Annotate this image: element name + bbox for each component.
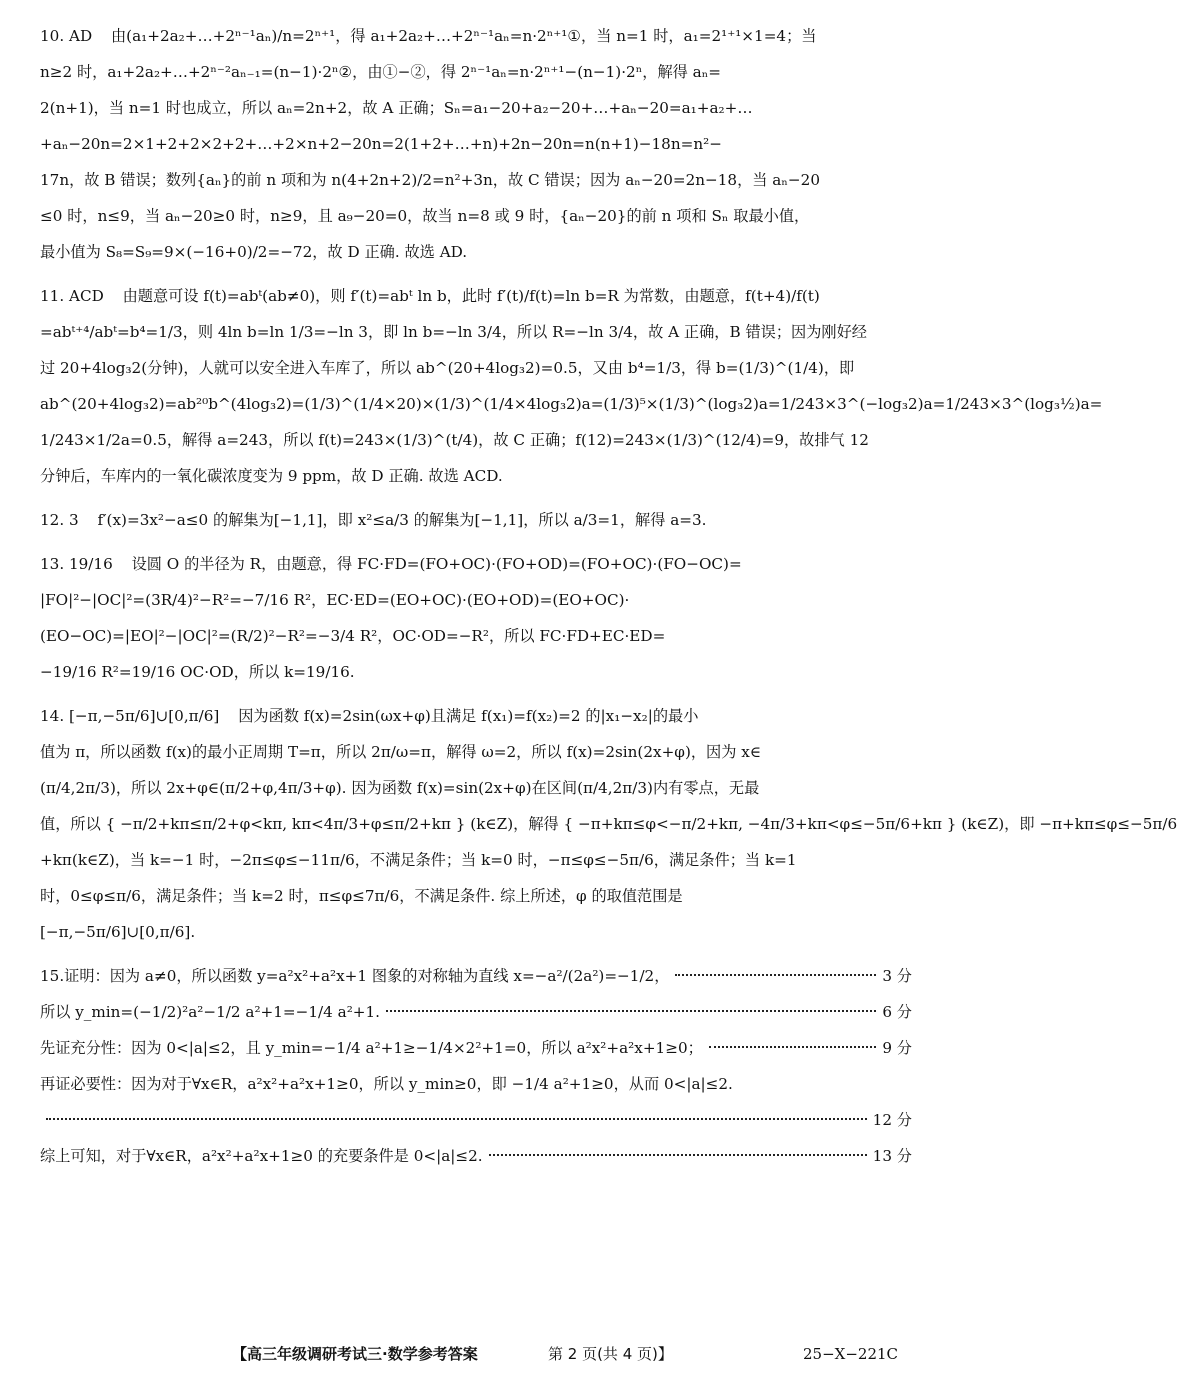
score: 9 分 [882,1039,912,1057]
answer-text: 由(a₁+2a₂+…+2ⁿ⁻¹aₙ)/n=2ⁿ⁺¹，得 a₁+2a₂+…+2ⁿ⁻¹aₙ=n·2ⁿ⁺¹①，当 n=1 时，a₁=2¹⁺¹×1=4；当 [110,27,817,45]
question-number: 13. [40,555,65,573]
answer-q15 [40,958,912,1174]
answer-line: (π/4,2π/3)，所以 2x+φ∈(π/2+φ,4π/3+φ). 因为函数 f(x)=sin(2x+φ)在区间(π/4,2π/3)内有零点，无最 [40,779,760,797]
proof-text: 先证充分性：因为 0<|a|≤2，且 y_min=−1/4 a²+1≥−1/4×2²+1=0，所以 a²x²+a²x+1≥0； [40,1039,703,1057]
answer-choice: AD [68,27,93,45]
answer-choice: 19/16 [68,555,113,573]
answer-line: +aₙ−20n=2×1+2+2×2+2+…+2×n+2−20n=2(1+2+…+n)+2n−20n=n(n+1)−18n=n²− [40,135,722,153]
score: 6 分 [882,1003,912,1021]
answer-text: 因为函数 f(x)=2sin(ωx+φ)且满足 f(x₁)=f(x₂)=2 的|x₁−x₂|的最小 [238,707,699,725]
answer-line: n≥2 时，a₁+2a₂+…+2ⁿ⁻²aₙ₋₁=(n−1)·2ⁿ②，由①−②，得 2ⁿ⁻¹aₙ=n·2ⁿ⁺¹−(n−1)·2ⁿ，解得 aₙ= [40,63,722,81]
footer-doc-code: 25−X−221C [803,1345,899,1363]
answer-line: ≤0 时，n≤9，当 aₙ−20≥0 时，n≥9，且 a₉−20=0，故当 n=8 或 9 时，{aₙ−20}的前 n 项和 Sₙ 取最小值， [40,207,810,225]
proof-text: 所以 y_min=(−1/2)²a²−1/2 a²+1=−1/4 a²+1. [40,1003,380,1021]
answer-text: 设圆 O 的半径为 R，由题意，得 FC·FD=(FO+OC)·(FO+OD)=(FO+OC)·(FO−OC)= [131,555,742,573]
answer-choice: [−π,−5π/6]∪[0,π/6] [68,707,220,725]
answer-choice: ACD [68,287,104,305]
question-number: 14. [40,707,65,725]
answer-line [40,502,912,538]
answer-line: 17n，故 B 错误；数列{aₙ}的前 n 项和为 n(4+2n+2)/2=n²+3n，故 C 错误；因为 aₙ−20=2n−18，当 aₙ−20 [40,171,820,189]
answer-line: 分钟后，车库内的一氧化碳浓度变为 9 ppm，故 D 正确. 故选 ACD. [40,467,503,485]
answer-choice: 3 [68,511,79,529]
answer-line: [−π,−5π/6]∪[0,π/6]. [40,923,196,941]
answer-q12 [40,502,912,538]
score: 13 分 [872,1147,912,1165]
answer-line: 最小值为 S₈=S₉=9×(−16+0)/2=−72，故 D 正确. 故选 AD. [40,243,468,261]
answer-line: |FO|²−|OC|²=(3R/4)²−R²=−7/16 R²，EC·ED=(EO+OC)·(EO+OD)=(EO+OC)· [40,591,630,609]
answer-line: 1/243×1/2a=0.5，解得 a=243，所以 f(t)=243×(1/3)^(t/4)，故 C 正确；f(12)=243×(1/3)^(12/4)=9，故排气 12 [40,431,869,449]
answer-line: 过 20+4log₃2(分钟)，人就可以安全进入车库了，所以 ab^(20+4log₃2)=0.5，又由 b⁴=1/3，得 b=(1/3)^(1/4)，即 [40,359,855,377]
answer-line [40,546,912,582]
answer-line [40,698,912,734]
answer-line [40,18,912,54]
leader-dots [489,1154,867,1156]
answer-line: 2(n+1)，当 n=1 时也成立，所以 aₙ=2n+2，故 A 正确；Sₙ=a₁−20+a₂−20+…+aₙ−20=a₁+a₂+… [40,99,753,117]
answer-line [40,278,912,314]
answer-line: (EO−OC)=|EO|²−|OC|²=(R/2)²−R²=−3/4 R²，OC·OD=−R²，所以 FC·FD+EC·ED= [40,627,666,645]
answer-line: =abᵗ⁺⁴/abᵗ=b⁴=1/3，则 4ln b=ln 1/3=−ln 3，即 ln b=−ln 3/4，所以 R=−ln 3/4，故 A 正确，B 错误；因为刚好经 [40,323,867,341]
proof-text: 综上可知，对于∀x∈R，a²x²+a²x+1≥0 的充要条件是 0<|a|≤2. [40,1147,483,1165]
answer-line: +kπ(k∈Z)，当 k=−1 时，−2π≤φ≤−11π/6，不满足条件；当 k=0 时，−π≤φ≤−5π/6，满足条件；当 k=1 [40,851,797,869]
footer-title: 【高三年级调研考试三·数学参考答案 [232,1345,478,1363]
answer-q14 [40,698,1177,950]
proof-line [40,994,912,1030]
answer-line: 时，0≤φ≤π/6，满足条件；当 k=2 时，π≤φ≤7π/6，不满足条件. 综上所述，φ 的取值范围是 [40,887,683,905]
proof-line [40,1138,912,1174]
question-number: 11. [40,287,65,305]
footer-page-number: 第 2 页(共 4 页)】 [548,1345,673,1363]
question-number: 15. [40,967,65,985]
score: 12 分 [872,1111,912,1129]
leader-dots [386,1010,876,1012]
proof-line [40,1030,912,1066]
answer-line: 值为 π，所以函数 f(x)的最小正周期 T=π，所以 2π/ω=π，解得 ω=2，所以 f(x)=2sin(2x+φ)，因为 x∈ [40,743,762,761]
question-number: 12. [40,511,65,529]
proof-line [40,1102,912,1138]
answer-text: f′(x)=3x²−a≤0 的解集为[−1,1]，即 x²≤a/3 的解集为[−1,1]，所以 a/3=1，解得 a=3. [97,511,707,529]
answer-q13 [40,546,912,690]
question-number: 10. [40,27,65,45]
answer-q11 [40,278,1103,494]
leader-dots [46,1118,867,1120]
proof-line [40,958,912,994]
answer-q10 [40,18,912,270]
answer-text: 由题意可设 f(t)=abᵗ(ab≠0)，则 f′(t)=abᵗ ln b，此时 f′(t)/f(t)=ln b=R 为常数，由题意，f(t+4)/f(t) [122,287,820,305]
leader-dots [709,1046,877,1048]
leader-dots [675,974,876,976]
proof-text: 证明：因为 a≠0，所以函数 y=a²x²+a²x+1 图象的对称轴为直线 x=−a²/(2a²)=−1/2， [64,967,670,985]
proof-line: 再证必要性：因为对于∀x∈R，a²x²+a²x+1≥0，所以 y_min≥0，即 −1/4 a²+1≥0，从而 0<|a|≤2. [40,1075,733,1093]
answer-line: ab^(20+4log₃2)=ab²⁰b^(4log₃2)=(1/3)^(1/4×20)×(1/3)^(1/4×4log₃2)a=(1/3)⁵×(1/3)^(log₃2)a=1/243×3^(−log₃2)a=1/243×3^(log₃½)a= [40,395,1103,413]
answer-line: −19/16 R²=19/16 OC·OD，所以 k=19/16. [40,663,355,681]
answer-line: 值，所以 { −π/2+kπ≤π/2+φ<kπ, kπ<4π/3+φ≤π/2+kπ } (k∈Z)，解得 { −π+kπ≤φ<−π/2+kπ, −4π/3+kπ<φ≤−5π/6+kπ } (k∈Z)，即 −π+kπ≤φ≤−5π/6 [40,815,1177,833]
score: 3 分 [882,967,912,985]
